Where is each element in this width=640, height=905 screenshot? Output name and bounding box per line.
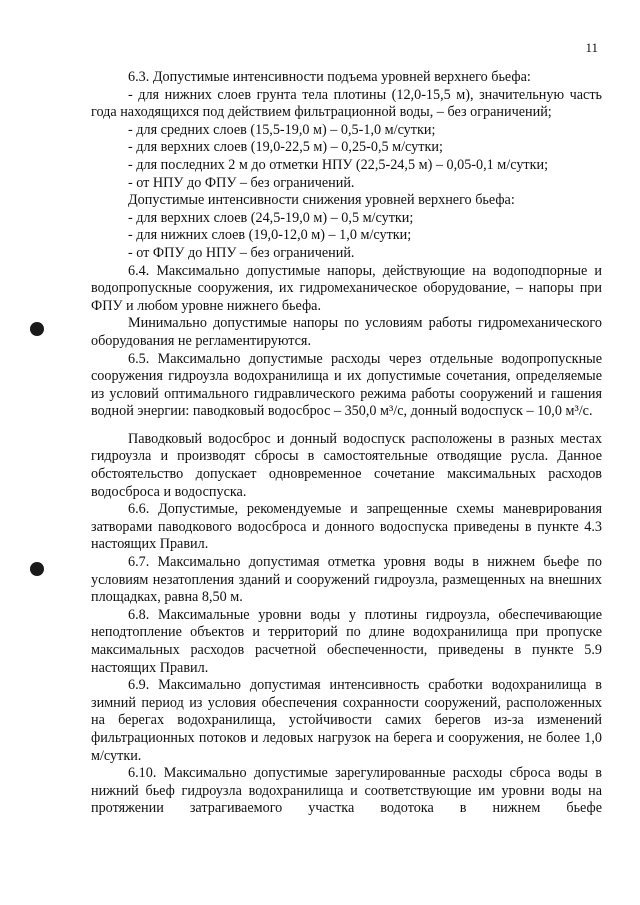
paragraph-spillway-note: Паводковый водосброс и донный водоспуск расположены в разных местах гидроузла и производят сбросы в самостоятельные отводящие русла. Данное обстоятельство допускает одновременное сочетание максимальных расходов водосброса и водоспуска.: [91, 430, 602, 500]
paragraph-6-9: 6.9. Максимально допустимая интенсивность сработки водохранилища в зимний период из условия обеспечения сохранности сооружений, расположенных на берегах водохранилища, устойчивости самих берегов из-за изменений фильтрационных потоков и ледовых нагрузок на берега и сооружения, не более 1,0 м/сутки.: [91, 677, 602, 764]
paragraph-6-3: 6.3. Допустимые интенсивности подъема уровней верхнего бьефа:: [128, 69, 531, 85]
paragraph-lowering-heading: Допустимые интенсивности снижения уровней верхнего бьефа:: [128, 192, 515, 209]
paragraph-6-6: 6.6. Допустимые, рекомендуемые и запрещенные схемы маневрирования затворами паводкового водосброса и донного водоспуска приведены в пункте 4.3 настоящих Правил.: [91, 501, 602, 553]
list-item: - для верхних слоев (24,5-19,0 м) – 0,5 м/сутки;: [128, 209, 414, 226]
paragraph-6-4: 6.4. Максимально допустимые напоры, действующие на водоподпорные и водопропускные сооружения, их гидромеханическое оборудование, – напоры при ФПУ и любом уровне нижнего бьефа.: [91, 262, 602, 314]
paragraph-min-heads: Минимально допустимые напоры по условиям работы гидромеханического оборудования не регламентируются.: [91, 315, 602, 349]
paragraph-6-10: 6.10. Максимально допустимые зарегулированные расходы сброса воды в нижний бьеф гидроузла водохранилища и соответствующие им уровни воды на протяжении затрагиваемого участка водотока в нижнем бьефе: [91, 765, 602, 817]
paragraph-6-5: 6.5. Максимально допустимые расходы через отдельные водопропускные сооружения гидроузла водохранилища и их допустимые сочетания, определяемые из условий оптимального гидравлического режима работы сооружений и гашения водной энергии: паводковый водосброс – 350,0 м³/с, донный водоспуск – 10,0 м³/с.: [91, 350, 602, 420]
list-item: - для нижних слоев (19,0-12,0 м) – 1,0 м/сутки;: [128, 227, 412, 244]
document-body: [91, 69, 602, 818]
binder-hole-mark: [30, 562, 44, 576]
list-item: - для средних слоев (15,5-19,0 м) – 0,5-1,0 м/сутки;: [128, 121, 436, 138]
paragraph-6-8: 6.8. Максимальные уровни воды у плотины гидроузла, обеспечивающие неподтопление объектов и территорий по длине водохранилища при пропуске максимальных расходов расчетной обеспеченности, приведены в пункте 5.9 настоящих Правил.: [91, 606, 602, 676]
list-item: - для верхних слоев (19,0-22,5 м) – 0,25-0,5 м/сутки;: [128, 139, 443, 156]
list-item: - для нижних слоев грунта тела плотины (12,0-15,5 м), значительную часть года находящихся под действием фильтрационной воды, – без ограничений;: [91, 86, 602, 121]
paragraph-6-7: 6.7. Максимально допустимая отметка уровня воды в нижнем бьефе по условиям незатопления зданий и сооружений гидроузла, размещенных на внешних площадках, равна 8,50 м.: [91, 554, 602, 606]
list-item: - от НПУ до ФПУ – без ограничений.: [128, 174, 355, 191]
binder-hole-mark: [30, 322, 44, 336]
list-item: - для последних 2 м до отметки НПУ (22,5-24,5 м) – 0,05-0,1 м/сутки;: [128, 156, 549, 173]
page-number: 11: [585, 40, 598, 55]
list-item: - от ФПУ до НПУ – без ограничений.: [128, 244, 355, 261]
